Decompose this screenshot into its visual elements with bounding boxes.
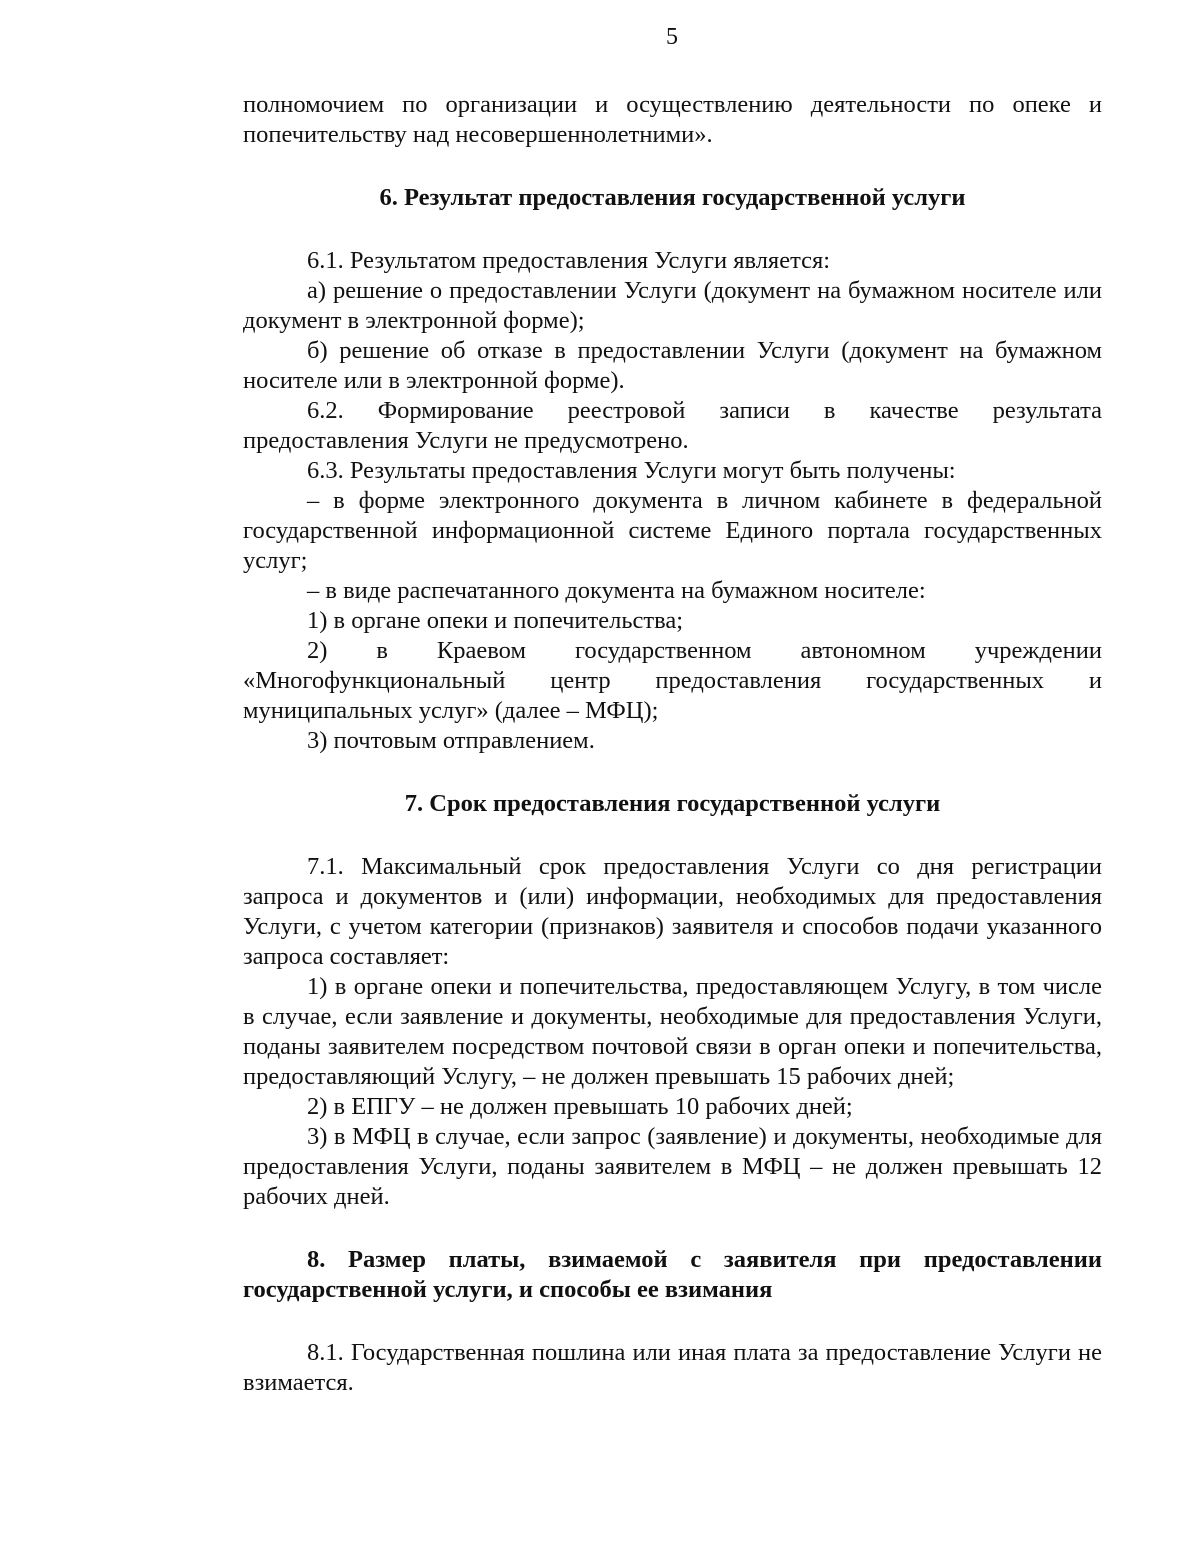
paragraph-6-3: 6.3. Результаты предоставления Услуги могут быть получены: bbox=[307, 457, 956, 484]
paragraph-7-1: 7.1. Максимальный срок предоставления Услуги со дня регистрации запроса и документов и (или) информации, необходимых для предоставления Услуги, с учетом категории (признаков) заявителя и способов подачи указанного запроса составляет: bbox=[243, 853, 1102, 970]
deadline-item-3: 3) в МФЦ в случае, если запрос (заявление) и документы, необходимые для предоставления Услуги, поданы заявителем в МФЦ – не должен превышать 12 рабочих дней. bbox=[243, 1123, 1102, 1210]
paragraph-6-2: 6.2. Формирование реестровой записи в качестве результата предоставления Услуги не предусмотрено. bbox=[243, 397, 1102, 454]
item-b: б) решение об отказе в предоставлении Услуги (документ на бумажном носителе или в электронной форме). bbox=[243, 337, 1102, 394]
paragraph-8-1: 8.1. Государственная пошлина или иная плата за предоставление Услуги не взимается. bbox=[243, 1339, 1102, 1396]
section-8-heading: 8. Размер платы, взимаемой с заявителя при предоставлении государственной услуги, и способы ее взимания bbox=[243, 1246, 1102, 1303]
section-7-heading: 7. Срок предоставления государственной услуги bbox=[404, 790, 941, 817]
list-item-1: 1) в органе опеки и попечительства; bbox=[307, 607, 684, 634]
deadline-item-1: 1) в органе опеки и попечительства, предоставляющем Услугу, в том числе в случае, если заявление и документы, необходимые для предоставления Услуги, поданы заявителем посредством почтовой связи в орган опеки и попечительства, предоставляющий Услугу, – не должен превышать 15 рабочих дней; bbox=[243, 973, 1102, 1090]
section-6-heading: 6. Результат предоставления государственной услуги bbox=[379, 184, 966, 211]
continuation-paragraph: полномочием по организации и осуществлению деятельности по опеке и попечительству над несовершеннолетними». bbox=[243, 91, 1102, 148]
paragraph-6-1: 6.1. Результатом предоставления Услуги является: bbox=[307, 247, 831, 274]
page-number: 5 bbox=[666, 24, 678, 50]
dash-item-electronic: – в форме электронного документа в личном кабинете в федеральной государственной информационной системе Единого портала государственных услуг; bbox=[243, 487, 1102, 574]
list-item-3: 3) почтовым отправлением. bbox=[307, 727, 595, 754]
item-a: а) решение о предоставлении Услуги (документ на бумажном носителе или документ в электронной форме); bbox=[243, 277, 1102, 334]
list-item-2: 2) в Краевом государственном автономном учреждении «Многофункциональный центр предоставления государственных и муниципальных услуг» (далее – МФЦ); bbox=[243, 637, 1102, 724]
dash-item-paper: – в виде распечатанного документа на бумажном носителе: bbox=[307, 577, 926, 604]
document-body bbox=[243, 90, 1102, 1398]
deadline-item-2: 2) в ЕПГУ – не должен превышать 10 рабочих дней; bbox=[307, 1093, 853, 1120]
